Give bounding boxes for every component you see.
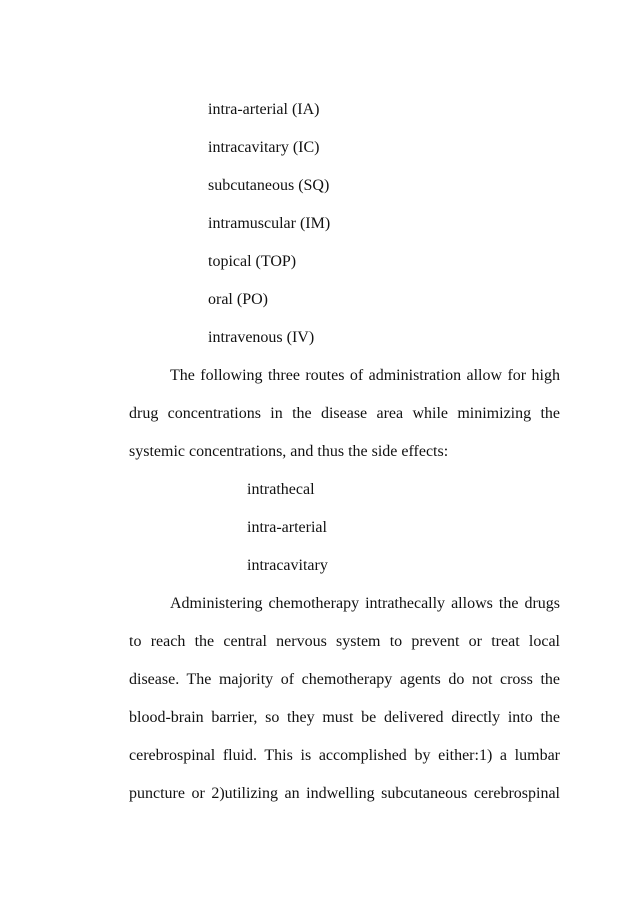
paragraph-line: drug concentrations in the disease area while minimizing the	[129, 405, 560, 422]
paragraph-line: blood-brain barrier, so they must be delivered directly into the	[129, 709, 560, 726]
local-route-item: intra-arterial	[247, 519, 327, 536]
route-item: intra-arterial (IA)	[208, 101, 320, 118]
paragraph-line: puncture or 2)utilizing an indwelling subcutaneous cerebrospinal	[129, 785, 560, 802]
route-item: intracavitary (IC)	[208, 139, 320, 156]
route-item: intravenous (IV)	[208, 329, 315, 346]
route-item: oral (PO)	[208, 291, 268, 308]
paragraph-line: cerebrospinal fluid. This is accomplished by either:1) a lumbar	[129, 747, 560, 764]
paragraph-line: systemic concentrations, and thus the side effects:	[129, 443, 449, 460]
paragraph-line: to reach the central nervous system to prevent or treat local	[129, 633, 560, 650]
paragraph-line: Administering chemotherapy intrathecally allows the drugs	[170, 595, 560, 612]
local-route-item: intracavitary	[247, 557, 328, 574]
paragraph-line: disease. The majority of chemotherapy agents do not cross the	[129, 671, 560, 688]
route-item: subcutaneous (SQ)	[208, 177, 330, 194]
route-item: topical (TOP)	[208, 253, 297, 270]
local-route-item: intrathecal	[247, 481, 315, 498]
route-item: intramuscular (IM)	[208, 215, 331, 232]
paragraph-line: The following three routes of administration allow for high	[170, 367, 560, 384]
